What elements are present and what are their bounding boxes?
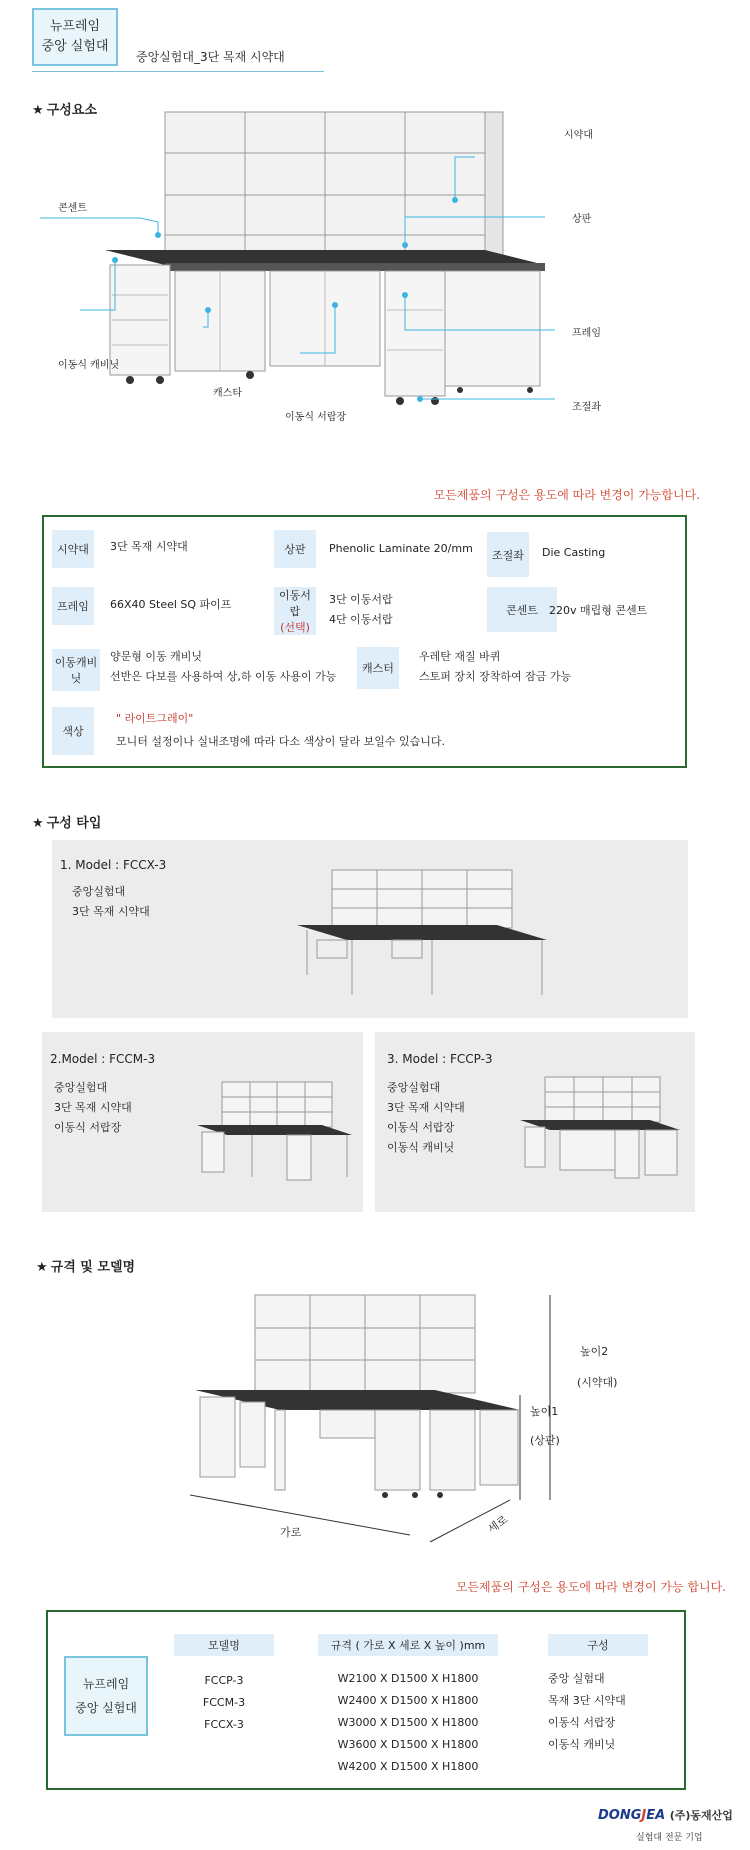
callout-leveler: 조절좌 [572,402,601,413]
callout-mobile-drawer: 이동식 서랍장 [285,412,347,423]
type-2-desc: 중앙실험대 3단 목재 시약대 이동식 서랍장 [54,1081,132,1134]
type-1-image [292,865,552,1005]
company-logo: DONGJEA (주)동재산업 [598,1808,733,1823]
dim-height1: 높이1 [530,1405,559,1418]
types-title: ★ 구성 타입 [32,816,102,831]
spec-tag-top: 상판 [274,530,316,568]
type-2-image [192,1077,357,1187]
spec-tag-reagent: 시약대 [52,530,94,568]
type-3-model: 3. Model : FCCP-3 [387,1052,493,1066]
spec-box [42,515,687,768]
type-panel-1 [52,840,688,1018]
dim-height2-sub: (시약대) [577,1376,618,1389]
dim-height2: 높이2 [580,1345,609,1358]
spec-value-leveler: Die Casting [542,546,606,559]
dimensions-illustration [190,1290,590,1560]
spec-tag-leveler: 조절좌 [487,532,529,577]
th-size: 규격 ( 가로 X 세로 X 높이 )mm [318,1634,498,1656]
header-underline [32,71,324,72]
spec-tag-cabinet: 이동캐비닛 [52,649,100,691]
brand-box [32,8,118,66]
company-slogan: 실험대 전문 기업 [636,1833,703,1843]
star-icon: ★ [32,103,44,118]
lab-bench-illustration [40,105,640,435]
dim-depth: 세로 [485,1512,511,1536]
spec-value-outlet: 220v 매립형 콘센트 [549,604,648,617]
size-list: W2100 X D1500 X H1800 W2400 X D1500 X H1800 W3000 X D1500 X H1800 W3600 X D1500 X H1800 W4200 X D1500 X H1800 [337,1672,479,1773]
type-1-desc: 중앙실험대 3단 목재 시약대 [72,885,150,918]
callout-top-plate: 상판 [572,214,592,225]
dimensions-note: 모든제품의 구성은 용도에 따라 변경이 가능 합니다. [455,1580,726,1594]
spec-tag-outlet: 콘센트 [487,587,557,632]
model-list: FCCP-3 FCCM-3 FCCX-3 [202,1674,246,1731]
spec-color-note: 모니터 설정이나 실내조명에 따라 다소 색상이 달라 보일수 있습니다. [116,735,445,748]
dimensions-title: ★ 규격 및 모델명 [36,1260,136,1275]
spec-tag-color: 색상 [52,707,94,755]
brand-line-2: 중앙 실험대 [41,39,109,54]
type-2-model: 2.Model : FCCM-3 [50,1052,156,1066]
callout-outlet: 콘센트 [58,203,87,214]
model-table [46,1610,686,1790]
spec-value-color: " 라이트그레이" [116,712,194,725]
dim-height1-sub: (상판) [530,1434,560,1447]
callout-mobile-cabinet: 이동식 캐비닛 [58,360,120,371]
spec-value-cabinet: 양문형 이동 캐비닛 선반은 다보를 사용하여 상,하 이동 사용이 가능 [110,650,337,683]
star-icon: ★ [32,816,44,831]
spec-value-caster: 우레탄 재질 바퀴 스토퍼 장치 장착하여 잠금 가능 [419,650,572,683]
spec-value-reagent: 3단 목재 시약대 [110,540,188,553]
callout-caster: 캐스타 [213,388,242,399]
product-name: 중앙실험대_3단 목재 시약대 [136,50,285,64]
model-table-brand: 뉴프레임 중앙 실험대 [64,1656,148,1736]
dim-width: 가로 [280,1526,302,1539]
spec-value-top: Phenolic Laminate 20/mm [329,542,473,555]
star-icon: ★ [36,1260,48,1275]
brand-line-1: 뉴프레임 [49,19,101,34]
type-3-desc: 중앙실험대 3단 목재 시약대 이동식 서랍장 이동식 캐비닛 [387,1081,465,1154]
components-title: ★ 구성요소 [32,103,97,118]
spec-value-frame: 66X40 Steel SQ 파이프 [110,598,232,611]
callout-reagent-rack: 시약대 [564,130,593,141]
spec-tag-drawer: 이동서랍 (선택) [274,587,316,635]
type-3-image [515,1072,685,1187]
spec-drawer-option: (선택) [280,621,310,634]
type-panel-2 [42,1032,363,1212]
th-config: 구성 [548,1634,648,1656]
spec-tag-frame: 프레임 [52,587,94,625]
spec-value-drawer: 3단 이동서랍 4단 이동서랍 [329,593,393,626]
type-panel-3 [375,1032,695,1212]
type-1-model: 1. Model : FCCX-3 [60,858,167,872]
callout-frame: 프레임 [572,328,601,339]
components-note: 모든제품의 구성은 용도에 따라 변경이 가능합니다. [433,488,700,502]
config-list: 중앙 실험대 목재 3단 시약대 이동식 서랍장 이동식 캐비닛 [548,1672,626,1751]
spec-tag-caster: 캐스터 [357,647,399,689]
th-model: 모델명 [174,1634,274,1656]
